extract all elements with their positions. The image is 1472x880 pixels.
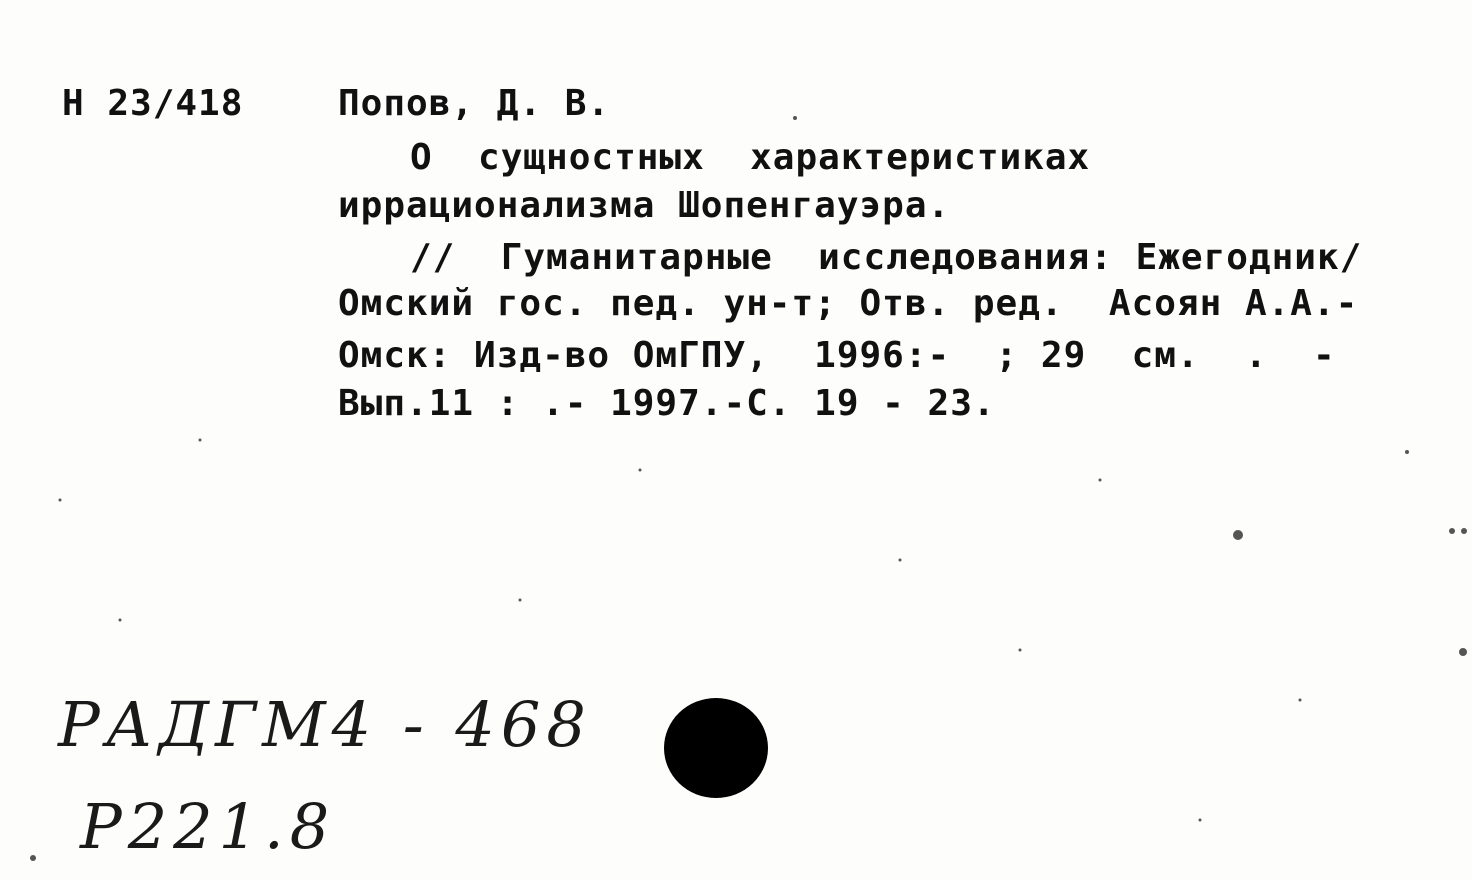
source-line-1: // Гуманитарные исследования: Ежегодник/ [410,237,1363,278]
source-line-4: Вып.11 : .- 1997.-С. 19 - 23. [338,383,996,424]
title-line-1: О сущностных характеристиках [410,137,1091,178]
call-number: Н 23/418 [62,83,244,124]
source-line-2: Омский гос. пед. ун-т; Отв. ред. Асоян А.А.- [338,283,1359,324]
punch-hole [664,698,768,798]
handwritten-code-1: РАДГМ4 - 468 [58,688,592,761]
author: Попов, Д. В. [338,83,611,124]
handwritten-code-2: Р221.8 [80,790,336,863]
title-line-2: иррационализма Шопенгауэра. [338,185,951,226]
source-line-3: Омск: Изд-во ОмГПУ, 1996:- ; 29 см. . - [338,335,1336,376]
